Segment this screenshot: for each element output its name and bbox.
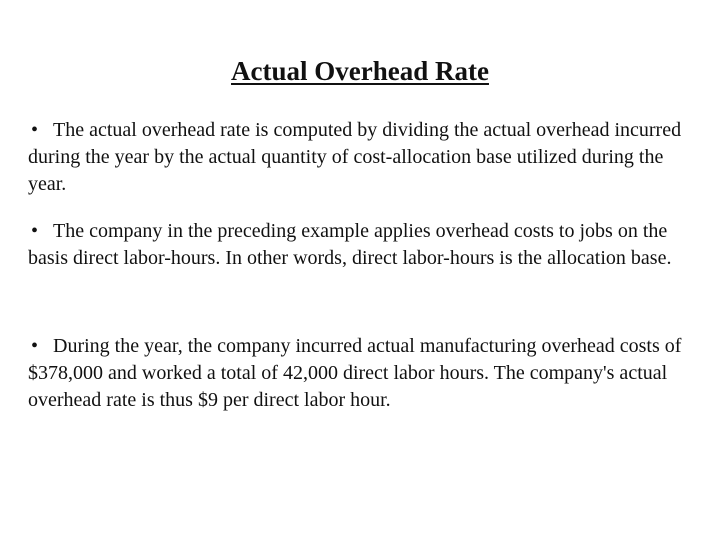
bullet-icon: • bbox=[31, 119, 39, 141]
bullet-icon: • bbox=[31, 220, 39, 242]
slide-title bbox=[0, 55, 720, 87]
slide-title-text: Actual Overhead Rate bbox=[231, 56, 489, 86]
bullet-paragraph bbox=[28, 117, 696, 198]
bullet-paragraph bbox=[28, 333, 696, 414]
bullet-paragraph bbox=[28, 218, 696, 272]
paragraph-text: The actual overhead rate is computed by dividing the actual overhead incurred during the year by the actual quantity of cost-allocation base utilized during the year. bbox=[28, 119, 682, 195]
paragraph-text: During the year, the company incurred actual manufacturing overhead costs of $378,000 and worked a total of 42,000 direct labor hours. The company's actual overhead rate is thus $9 per direct labor hour. bbox=[28, 335, 682, 411]
paragraph-text: The company in the preceding example applies overhead costs to jobs on the basis direct labor-hours. In other words, direct labor-hours is the allocation base. bbox=[28, 220, 672, 269]
bullet-icon: • bbox=[31, 335, 39, 357]
